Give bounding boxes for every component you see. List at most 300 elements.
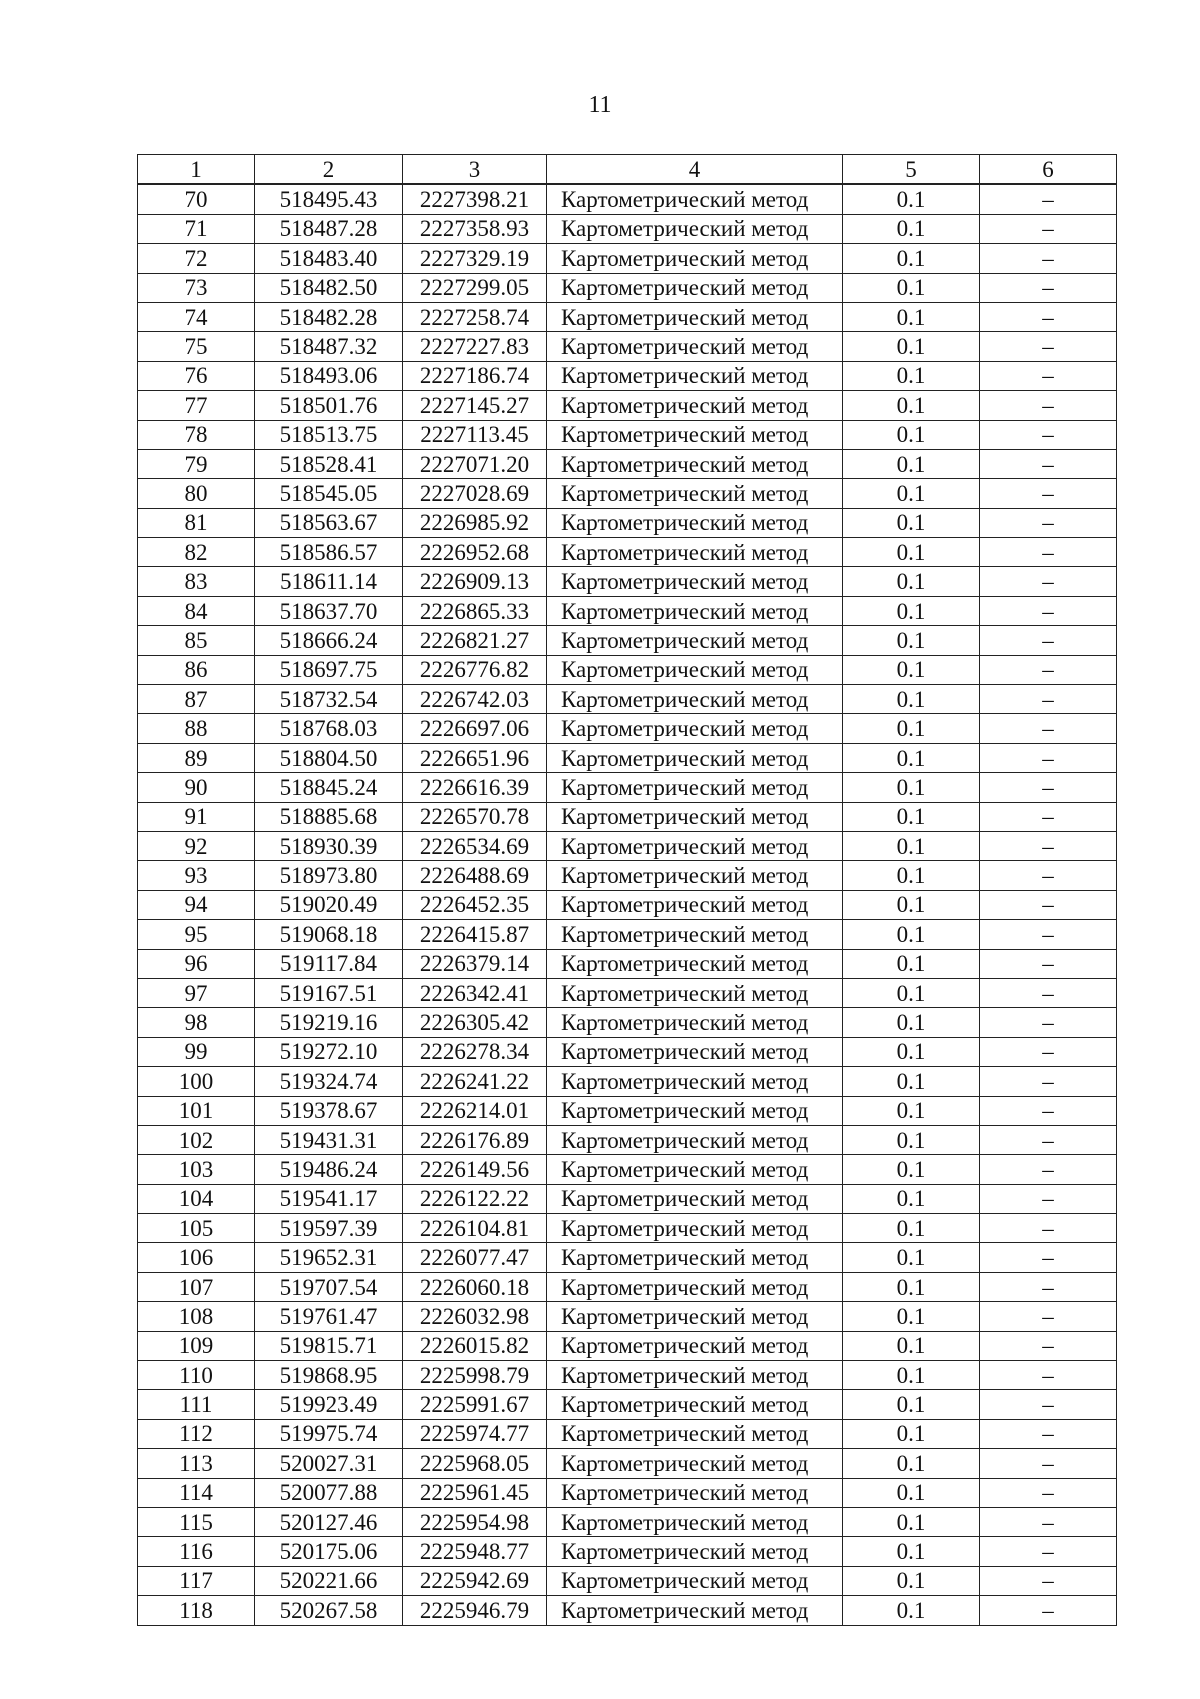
description-cell: – <box>980 743 1117 772</box>
point-number-cell: 91 <box>138 802 255 831</box>
x-coordinate-cell: 519486.24 <box>255 1155 403 1184</box>
x-coordinate-cell: 519652.31 <box>255 1243 403 1272</box>
accuracy-cell: 0.1 <box>843 802 980 831</box>
description-cell: – <box>980 214 1117 243</box>
y-coordinate-cell: 2227186.74 <box>403 361 547 390</box>
description-cell: – <box>980 567 1117 596</box>
description-cell: – <box>980 1566 1117 1595</box>
method-cell: Картометрический метод <box>547 831 843 860</box>
table-row <box>138 1537 1117 1566</box>
accuracy-cell: 0.1 <box>843 567 980 596</box>
accuracy-cell: 0.1 <box>843 1214 980 1243</box>
description-cell: – <box>980 1596 1117 1625</box>
table-row <box>138 773 1117 802</box>
table-row <box>138 831 1117 860</box>
method-cell: Картометрический метод <box>547 184 843 214</box>
y-coordinate-cell: 2226488.69 <box>403 861 547 890</box>
accuracy-cell: 0.1 <box>843 1067 980 1096</box>
point-number-cell: 85 <box>138 626 255 655</box>
method-cell: Картометрический метод <box>547 1596 843 1625</box>
table-row <box>138 949 1117 978</box>
y-coordinate-cell: 2226104.81 <box>403 1214 547 1243</box>
y-coordinate-cell: 2226342.41 <box>403 978 547 1007</box>
table-row <box>138 1449 1117 1478</box>
method-cell: Картометрический метод <box>547 1449 843 1478</box>
y-coordinate-cell: 2226697.06 <box>403 714 547 743</box>
table-row <box>138 361 1117 390</box>
table-row <box>138 802 1117 831</box>
description-cell: – <box>980 1184 1117 1213</box>
x-coordinate-cell: 518487.28 <box>255 214 403 243</box>
table-row <box>138 214 1117 243</box>
accuracy-cell: 0.1 <box>843 890 980 919</box>
x-coordinate-cell: 519068.18 <box>255 920 403 949</box>
description-cell: – <box>980 626 1117 655</box>
accuracy-cell: 0.1 <box>843 1184 980 1213</box>
method-cell: Картометрический метод <box>547 655 843 684</box>
description-cell: – <box>980 479 1117 508</box>
x-coordinate-cell: 519761.47 <box>255 1302 403 1331</box>
table-row <box>138 1331 1117 1360</box>
y-coordinate-cell: 2227299.05 <box>403 273 547 302</box>
table-row <box>138 184 1117 214</box>
y-coordinate-cell: 2226865.33 <box>403 596 547 625</box>
y-coordinate-cell: 2226952.68 <box>403 538 547 567</box>
y-coordinate-cell: 2225961.45 <box>403 1478 547 1507</box>
table-row <box>138 920 1117 949</box>
x-coordinate-cell: 518513.75 <box>255 420 403 449</box>
description-cell: – <box>980 1214 1117 1243</box>
table-row <box>138 449 1117 478</box>
y-coordinate-cell: 2227398.21 <box>403 184 547 214</box>
y-coordinate-cell: 2225991.67 <box>403 1390 547 1419</box>
accuracy-cell: 0.1 <box>843 655 980 684</box>
x-coordinate-cell: 520175.06 <box>255 1537 403 1566</box>
point-number-cell: 70 <box>138 184 255 214</box>
table-row <box>138 1478 1117 1507</box>
y-coordinate-cell: 2225968.05 <box>403 1449 547 1478</box>
y-coordinate-cell: 2226379.14 <box>403 949 547 978</box>
accuracy-cell: 0.1 <box>843 861 980 890</box>
method-cell: Картометрический метод <box>547 1067 843 1096</box>
table-row <box>138 1272 1117 1301</box>
accuracy-cell: 0.1 <box>843 273 980 302</box>
header-col-3: 3 <box>403 155 547 185</box>
y-coordinate-cell: 2225998.79 <box>403 1361 547 1390</box>
method-cell: Картометрический метод <box>547 802 843 831</box>
x-coordinate-cell: 520027.31 <box>255 1449 403 1478</box>
table-header <box>138 155 1117 185</box>
table-row <box>138 479 1117 508</box>
method-cell: Картометрический метод <box>547 626 843 655</box>
description-cell: – <box>980 1537 1117 1566</box>
table-row <box>138 1214 1117 1243</box>
method-cell: Картометрический метод <box>547 391 843 420</box>
description-cell: – <box>980 949 1117 978</box>
y-coordinate-cell: 2227071.20 <box>403 449 547 478</box>
accuracy-cell: 0.1 <box>843 1507 980 1536</box>
point-number-cell: 78 <box>138 420 255 449</box>
point-number-cell: 115 <box>138 1507 255 1536</box>
point-number-cell: 74 <box>138 302 255 331</box>
accuracy-cell: 0.1 <box>843 685 980 714</box>
point-number-cell: 92 <box>138 831 255 860</box>
accuracy-cell: 0.1 <box>843 1155 980 1184</box>
point-number-cell: 82 <box>138 538 255 567</box>
point-number-cell: 93 <box>138 861 255 890</box>
accuracy-cell: 0.1 <box>843 1008 980 1037</box>
x-coordinate-cell: 518973.80 <box>255 861 403 890</box>
x-coordinate-cell: 519117.84 <box>255 949 403 978</box>
table-row <box>138 861 1117 890</box>
y-coordinate-cell: 2226214.01 <box>403 1096 547 1125</box>
y-coordinate-cell: 2226305.42 <box>403 1008 547 1037</box>
y-coordinate-cell: 2226415.87 <box>403 920 547 949</box>
method-cell: Картометрический метод <box>547 332 843 361</box>
method-cell: Картометрический метод <box>547 1361 843 1390</box>
description-cell: – <box>980 685 1117 714</box>
table-row <box>138 273 1117 302</box>
point-number-cell: 88 <box>138 714 255 743</box>
point-number-cell: 86 <box>138 655 255 684</box>
table-row <box>138 567 1117 596</box>
description-cell: – <box>980 1361 1117 1390</box>
point-number-cell: 98 <box>138 1008 255 1037</box>
description-cell: – <box>980 420 1117 449</box>
method-cell: Картометрический метод <box>547 567 843 596</box>
description-cell: – <box>980 449 1117 478</box>
x-coordinate-cell: 520127.46 <box>255 1507 403 1536</box>
table-row <box>138 1566 1117 1595</box>
accuracy-cell: 0.1 <box>843 361 980 390</box>
x-coordinate-cell: 519020.49 <box>255 890 403 919</box>
description-cell: – <box>980 1507 1117 1536</box>
table-row <box>138 538 1117 567</box>
point-number-cell: 105 <box>138 1214 255 1243</box>
x-coordinate-cell: 518885.68 <box>255 802 403 831</box>
point-number-cell: 108 <box>138 1302 255 1331</box>
table-row <box>138 655 1117 684</box>
method-cell: Картометрический метод <box>547 420 843 449</box>
table-row <box>138 626 1117 655</box>
y-coordinate-cell: 2226985.92 <box>403 508 547 537</box>
description-cell: – <box>980 244 1117 273</box>
x-coordinate-cell: 518495.43 <box>255 184 403 214</box>
point-number-cell: 77 <box>138 391 255 420</box>
accuracy-cell: 0.1 <box>843 244 980 273</box>
y-coordinate-cell: 2226122.22 <box>403 1184 547 1213</box>
y-coordinate-cell: 2226015.82 <box>403 1331 547 1360</box>
x-coordinate-cell: 519541.17 <box>255 1184 403 1213</box>
x-coordinate-cell: 519219.16 <box>255 1008 403 1037</box>
accuracy-cell: 0.1 <box>843 1272 980 1301</box>
method-cell: Картометрический метод <box>547 890 843 919</box>
point-number-cell: 80 <box>138 479 255 508</box>
y-coordinate-cell: 2225948.77 <box>403 1537 547 1566</box>
accuracy-cell: 0.1 <box>843 1302 980 1331</box>
accuracy-cell: 0.1 <box>843 1125 980 1154</box>
y-coordinate-cell: 2226821.27 <box>403 626 547 655</box>
header-col-6: 6 <box>980 155 1117 185</box>
accuracy-cell: 0.1 <box>843 508 980 537</box>
header-col-5: 5 <box>843 155 980 185</box>
y-coordinate-cell: 2226452.35 <box>403 890 547 919</box>
point-number-cell: 72 <box>138 244 255 273</box>
accuracy-cell: 0.1 <box>843 332 980 361</box>
method-cell: Картометрический метод <box>547 596 843 625</box>
method-cell: Картометрический метод <box>547 508 843 537</box>
y-coordinate-cell: 2227358.93 <box>403 214 547 243</box>
x-coordinate-cell: 518528.41 <box>255 449 403 478</box>
y-coordinate-cell: 2226176.89 <box>403 1125 547 1154</box>
method-cell: Картометрический метод <box>547 449 843 478</box>
accuracy-cell: 0.1 <box>843 1419 980 1448</box>
x-coordinate-cell: 518586.57 <box>255 538 403 567</box>
table-row <box>138 596 1117 625</box>
description-cell: – <box>980 1243 1117 1272</box>
point-number-cell: 81 <box>138 508 255 537</box>
accuracy-cell: 0.1 <box>843 743 980 772</box>
accuracy-cell: 0.1 <box>843 596 980 625</box>
description-cell: – <box>980 1331 1117 1360</box>
description-cell: – <box>980 184 1117 214</box>
point-number-cell: 100 <box>138 1067 255 1096</box>
point-number-cell: 114 <box>138 1478 255 1507</box>
accuracy-cell: 0.1 <box>843 1361 980 1390</box>
accuracy-cell: 0.1 <box>843 626 980 655</box>
description-cell: – <box>980 920 1117 949</box>
y-coordinate-cell: 2226616.39 <box>403 773 547 802</box>
point-number-cell: 73 <box>138 273 255 302</box>
accuracy-cell: 0.1 <box>843 449 980 478</box>
accuracy-cell: 0.1 <box>843 420 980 449</box>
description-cell: – <box>980 861 1117 890</box>
point-number-cell: 109 <box>138 1331 255 1360</box>
description-cell: – <box>980 596 1117 625</box>
table-row <box>138 743 1117 772</box>
page-number: 11 <box>588 92 612 118</box>
description-cell: – <box>980 1037 1117 1066</box>
accuracy-cell: 0.1 <box>843 773 980 802</box>
table-row <box>138 1596 1117 1625</box>
method-cell: Картометрический метод <box>547 743 843 772</box>
x-coordinate-cell: 519975.74 <box>255 1419 403 1448</box>
y-coordinate-cell: 2226570.78 <box>403 802 547 831</box>
x-coordinate-cell: 518930.39 <box>255 831 403 860</box>
table-row <box>138 1507 1117 1536</box>
method-cell: Картометрический метод <box>547 302 843 331</box>
x-coordinate-cell: 520267.58 <box>255 1596 403 1625</box>
y-coordinate-cell: 2226077.47 <box>403 1243 547 1272</box>
accuracy-cell: 0.1 <box>843 1596 980 1625</box>
description-cell: – <box>980 361 1117 390</box>
header-col-2: 2 <box>255 155 403 185</box>
x-coordinate-cell: 519378.67 <box>255 1096 403 1125</box>
method-cell: Картометрический метод <box>547 685 843 714</box>
description-cell: – <box>980 508 1117 537</box>
method-cell: Картометрический метод <box>547 714 843 743</box>
x-coordinate-cell: 519815.71 <box>255 1331 403 1360</box>
description-cell: – <box>980 1302 1117 1331</box>
x-coordinate-cell: 518493.06 <box>255 361 403 390</box>
description-cell: – <box>980 1390 1117 1419</box>
table-row <box>138 714 1117 743</box>
method-cell: Картометрический метод <box>547 1125 843 1154</box>
table-row <box>138 1243 1117 1272</box>
method-cell: Картометрический метод <box>547 1096 843 1125</box>
accuracy-cell: 0.1 <box>843 1449 980 1478</box>
header-col-4: 4 <box>547 155 843 185</box>
y-coordinate-cell: 2226241.22 <box>403 1067 547 1096</box>
accuracy-cell: 0.1 <box>843 302 980 331</box>
description-cell: – <box>980 890 1117 919</box>
point-number-cell: 107 <box>138 1272 255 1301</box>
x-coordinate-cell: 520077.88 <box>255 1478 403 1507</box>
y-coordinate-cell: 2225954.98 <box>403 1507 547 1536</box>
description-cell: – <box>980 1478 1117 1507</box>
header-col-1: 1 <box>138 155 255 185</box>
method-cell: Картометрический метод <box>547 214 843 243</box>
point-number-cell: 79 <box>138 449 255 478</box>
description-cell: – <box>980 773 1117 802</box>
method-cell: Картометрический метод <box>547 1507 843 1536</box>
method-cell: Картометрический метод <box>547 1302 843 1331</box>
x-coordinate-cell: 519431.31 <box>255 1125 403 1154</box>
table-row <box>138 1037 1117 1066</box>
table-row <box>138 1184 1117 1213</box>
table-row <box>138 508 1117 537</box>
description-cell: – <box>980 1008 1117 1037</box>
description-cell: – <box>980 332 1117 361</box>
method-cell: Картометрический метод <box>547 978 843 1007</box>
point-number-cell: 101 <box>138 1096 255 1125</box>
y-coordinate-cell: 2226651.96 <box>403 743 547 772</box>
point-number-cell: 84 <box>138 596 255 625</box>
point-number-cell: 75 <box>138 332 255 361</box>
x-coordinate-cell: 518545.05 <box>255 479 403 508</box>
x-coordinate-cell: 519324.74 <box>255 1067 403 1096</box>
method-cell: Картометрический метод <box>547 361 843 390</box>
table-row <box>138 420 1117 449</box>
table-row <box>138 1008 1117 1037</box>
method-cell: Картометрический метод <box>547 1331 843 1360</box>
point-number-cell: 111 <box>138 1390 255 1419</box>
point-number-cell: 116 <box>138 1537 255 1566</box>
point-number-cell: 102 <box>138 1125 255 1154</box>
table-row <box>138 890 1117 919</box>
method-cell: Картометрический метод <box>547 949 843 978</box>
description-cell: – <box>980 655 1117 684</box>
y-coordinate-cell: 2226909.13 <box>403 567 547 596</box>
method-cell: Картометрический метод <box>547 1214 843 1243</box>
x-coordinate-cell: 518697.75 <box>255 655 403 684</box>
point-number-cell: 110 <box>138 1361 255 1390</box>
accuracy-cell: 0.1 <box>843 949 980 978</box>
description-cell: – <box>980 802 1117 831</box>
x-coordinate-cell: 518732.54 <box>255 685 403 714</box>
y-coordinate-cell: 2226534.69 <box>403 831 547 860</box>
point-number-cell: 106 <box>138 1243 255 1272</box>
y-coordinate-cell: 2226742.03 <box>403 685 547 714</box>
point-number-cell: 89 <box>138 743 255 772</box>
accuracy-cell: 0.1 <box>843 1537 980 1566</box>
point-number-cell: 113 <box>138 1449 255 1478</box>
method-cell: Картометрический метод <box>547 1566 843 1595</box>
point-number-cell: 112 <box>138 1419 255 1448</box>
description-cell: – <box>980 1419 1117 1448</box>
method-cell: Картометрический метод <box>547 479 843 508</box>
x-coordinate-cell: 518804.50 <box>255 743 403 772</box>
x-coordinate-cell: 519923.49 <box>255 1390 403 1419</box>
point-number-cell: 76 <box>138 361 255 390</box>
description-cell: – <box>980 1449 1117 1478</box>
method-cell: Картометрический метод <box>547 1243 843 1272</box>
accuracy-cell: 0.1 <box>843 1037 980 1066</box>
point-number-cell: 97 <box>138 978 255 1007</box>
description-cell: – <box>980 391 1117 420</box>
accuracy-cell: 0.1 <box>843 184 980 214</box>
accuracy-cell: 0.1 <box>843 831 980 860</box>
header-row <box>138 155 1117 185</box>
description-cell: – <box>980 1272 1117 1301</box>
y-coordinate-cell: 2226032.98 <box>403 1302 547 1331</box>
x-coordinate-cell: 519868.95 <box>255 1361 403 1390</box>
point-number-cell: 99 <box>138 1037 255 1066</box>
point-number-cell: 90 <box>138 773 255 802</box>
point-number-cell: 103 <box>138 1155 255 1184</box>
method-cell: Картометрический метод <box>547 1478 843 1507</box>
table-row <box>138 332 1117 361</box>
x-coordinate-cell: 518482.28 <box>255 302 403 331</box>
table-row <box>138 1419 1117 1448</box>
method-cell: Картометрический метод <box>547 1155 843 1184</box>
x-coordinate-cell: 519707.54 <box>255 1272 403 1301</box>
x-coordinate-cell: 518637.70 <box>255 596 403 625</box>
x-coordinate-cell: 518611.14 <box>255 567 403 596</box>
method-cell: Картометрический метод <box>547 1008 843 1037</box>
method-cell: Картометрический метод <box>547 273 843 302</box>
point-number-cell: 94 <box>138 890 255 919</box>
table-row <box>138 1096 1117 1125</box>
x-coordinate-cell: 518563.67 <box>255 508 403 537</box>
coordinates-table <box>137 154 1117 1626</box>
table-row <box>138 244 1117 273</box>
y-coordinate-cell: 2226149.56 <box>403 1155 547 1184</box>
method-cell: Картометрический метод <box>547 1037 843 1066</box>
point-number-cell: 117 <box>138 1566 255 1595</box>
x-coordinate-cell: 518483.40 <box>255 244 403 273</box>
x-coordinate-cell: 518482.50 <box>255 273 403 302</box>
table-row <box>138 1390 1117 1419</box>
accuracy-cell: 0.1 <box>843 1243 980 1272</box>
y-coordinate-cell: 2225974.77 <box>403 1419 547 1448</box>
y-coordinate-cell: 2227329.19 <box>403 244 547 273</box>
accuracy-cell: 0.1 <box>843 479 980 508</box>
y-coordinate-cell: 2225946.79 <box>403 1596 547 1625</box>
x-coordinate-cell: 519167.51 <box>255 978 403 1007</box>
point-number-cell: 104 <box>138 1184 255 1213</box>
description-cell: – <box>980 978 1117 1007</box>
method-cell: Картометрический метод <box>547 1272 843 1301</box>
table-row <box>138 1302 1117 1331</box>
table-row <box>138 1067 1117 1096</box>
method-cell: Картометрический метод <box>547 1419 843 1448</box>
description-cell: – <box>980 714 1117 743</box>
y-coordinate-cell: 2226776.82 <box>403 655 547 684</box>
y-coordinate-cell: 2227145.27 <box>403 391 547 420</box>
description-cell: – <box>980 1067 1117 1096</box>
x-coordinate-cell: 518666.24 <box>255 626 403 655</box>
